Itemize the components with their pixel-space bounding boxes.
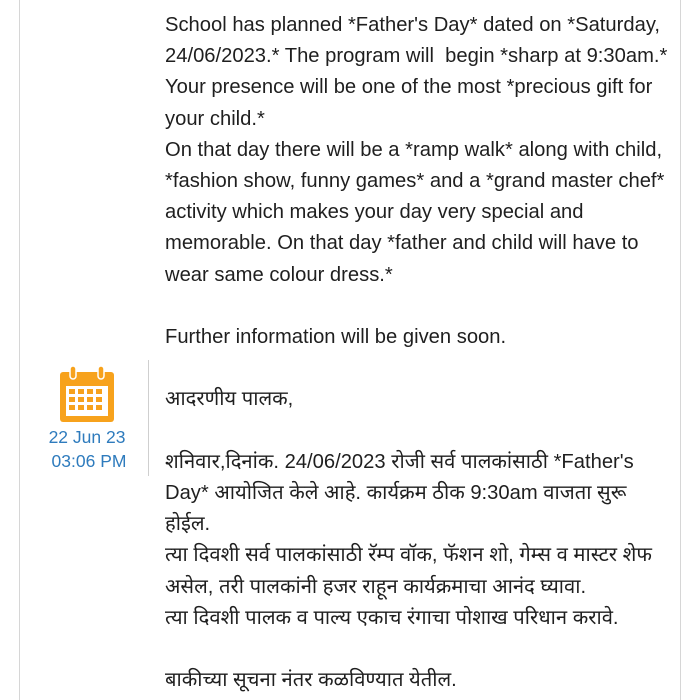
marathi-greeting: आदरणीय पालक, (165, 388, 294, 411)
message-time: 03:06 PM (51, 451, 127, 471)
message-date: 22 Jun 23 (48, 427, 126, 447)
marathi-paragraph-4: बाकीच्या सूचना नंतर कळविण्यात येतील. (165, 669, 457, 692)
marathi-paragraph-2: त्या दिवशी सर्व पालकांसाठी रॅम्प वॉक, फॅशन शो, गेम्स व मास्टर शेफ असेल, तरी पालकांनी हजर राहून कार्यक्रमाचा आनंद घ्यावा. (165, 544, 658, 598)
english-paragraph-2: On that day there will be a *ramp walk* along with child, *fashion show, funny games* and a *grand master chef* activity which makes your day very special and memorable. On that day *father and child will have to wear same colour dress.* (165, 138, 670, 286)
paragraph-gap (165, 291, 677, 322)
english-paragraph-3: Further information will be given soon. (165, 326, 507, 349)
message-body (165, 10, 677, 696)
paragraph-gap (165, 353, 677, 384)
message-timestamp (40, 364, 134, 473)
paragraph-gap (165, 634, 677, 665)
marathi-paragraph-3: त्या दिवशी पालक व पाल्य एकाच रंगाचा पोशाख परिधान करावे. (165, 606, 619, 629)
paragraph-gap (165, 416, 677, 447)
marathi-paragraph-1: शनिवार,दिनांक. 24/06/2023 रोजी सर्व पालकांसाठी *Father's Day* आयोजित केले आहे. कार्यक्रम ठीक 9:30am वाजता सुरू होईल. (165, 450, 640, 536)
timestamp-divider (148, 360, 149, 476)
calendar-icon (57, 364, 117, 424)
english-paragraph-1: School has planned *Father's Day* dated on *Saturday, 24/06/2023.* The program will begin *sharp at 9:30am.* Your presence will be one of the most *precious gift for your child.* (165, 14, 673, 130)
